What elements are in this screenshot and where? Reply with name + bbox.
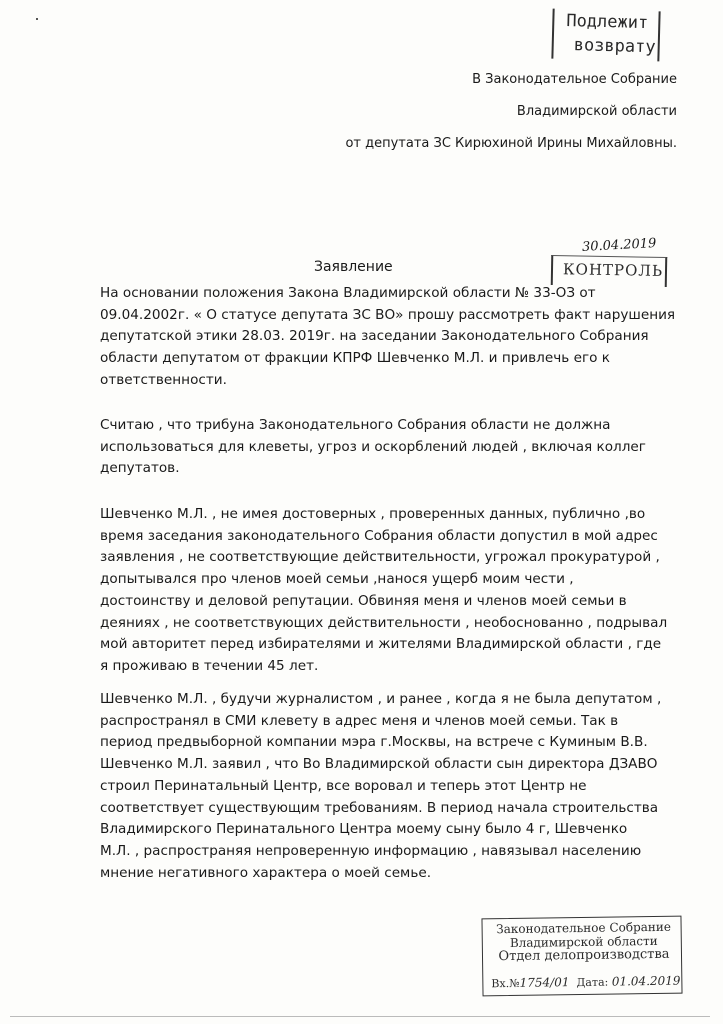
- handwritten-date: 30.04.2019: [581, 236, 657, 255]
- text-line: соответствует существующим требованиям. В период начала строительства: [100, 799, 659, 816]
- text-line: распространял в СМИ клевету в адрес меня и членов моей семьи. Так в: [100, 712, 619, 729]
- text-line: я проживаю в течении 45 лет.: [100, 657, 319, 674]
- stamp-registration-row: [491, 974, 680, 990]
- text-line: области депутатом от фракции КПРФ Шевченко М.Л. и привлечь его к: [100, 350, 610, 367]
- return-stamp-line-2: возврату: [573, 35, 656, 58]
- paragraph-3: [100, 504, 680, 678]
- text-line: Считаю , что трибуна Законодательного Собрания области не должна: [100, 417, 611, 433]
- text-line: достоинству и деловой репутации. Обвиняя меня и членов моей семьи в: [100, 592, 627, 609]
- text-line: депутатской этики 28.03. 2019г. на заседании Законодательного Собрания: [100, 328, 649, 345]
- address-line-2: Владимирской области: [516, 104, 677, 119]
- document-title: Заявление: [314, 259, 393, 275]
- text-line: время заседания законодательного Собрания области допустил в мой адрес: [100, 527, 658, 544]
- registration-stamp: [481, 916, 682, 997]
- text-line: мнение негативного характера о моей семье.: [100, 864, 432, 881]
- text-line: допытывался про членов моей семьи ,нанося ущерб моим чести ,: [100, 571, 574, 588]
- address-line-3: от депутата ЗС Кирюхиной Ирины Михайловны.: [345, 136, 677, 151]
- address-line-1: В Законодательное Собрание: [472, 72, 677, 87]
- text-line: На основании положения Закона Владимирской области № 33-ОЗ от: [100, 285, 596, 301]
- text-line: мой авторитет перед избирателями и жителями Владимирской области , где: [100, 636, 662, 653]
- reg-date-value: 01.04.2019: [611, 973, 681, 989]
- paragraph-1: [100, 283, 680, 392]
- text-line: деяниях , не соответствующих действительности , необоснованно , подрывал: [100, 614, 668, 631]
- text-line: строил Перинатальный Центр, все воровал и теперь этот Центр не: [100, 777, 587, 794]
- text-line: депутатов.: [100, 460, 180, 477]
- text-line: Владимирского Перинатального Центра моему сыну было 4 г, Шевченко: [100, 821, 628, 838]
- reg-number-value: 1754/01: [519, 974, 570, 990]
- text-line: 09.04.2002г. « О статусе депутата ЗС ВО» прошу рассмотреть факт нарушения: [100, 306, 676, 323]
- text-line: Шевченко М.Л. , не имея достоверных , проверенных данных, публично ,во: [100, 506, 646, 522]
- bottom-edge-line: [10, 1016, 710, 1017]
- stamp-org-line-2: Владимирской области: [509, 933, 658, 950]
- scan-speck: [36, 18, 38, 20]
- reg-number-label: Вх.№: [491, 976, 520, 990]
- text-line: Шевченко М.Л. , будучи журналистом , и ранее , когда я не была депутатом ,: [100, 691, 662, 707]
- return-stamp: [551, 9, 660, 62]
- control-stamp: КОНТРОЛЬ: [551, 255, 668, 287]
- paragraph-4: [100, 689, 680, 884]
- text-line: Шевченко М.Л. заявил , что Во Владимирской области сын директора ДЗАВО: [100, 756, 658, 773]
- paragraph-2: [100, 415, 680, 480]
- text-line: ответственности.: [100, 371, 227, 388]
- text-line: заявления , не соответствующие действительности, угрожал прокуратурой ,: [100, 549, 660, 566]
- stamp-department: Отдел делопроизводства: [498, 946, 670, 965]
- text-line: М.Л. , распространяя непроверенную информацию , навязывал населению: [100, 842, 642, 859]
- text-line: использоваться для клеветы, угроз и оскорблений людей , включая коллег: [100, 438, 646, 455]
- reg-date-label: Дата:: [576, 975, 609, 989]
- return-stamp-line-1: Подлежит: [566, 10, 649, 34]
- text-line: период предвыборной компании мэра г.Москвы, на встрече с Куминым В.В.: [100, 734, 648, 751]
- stamp-org-line-1: Законодательное Собрание: [496, 919, 672, 937]
